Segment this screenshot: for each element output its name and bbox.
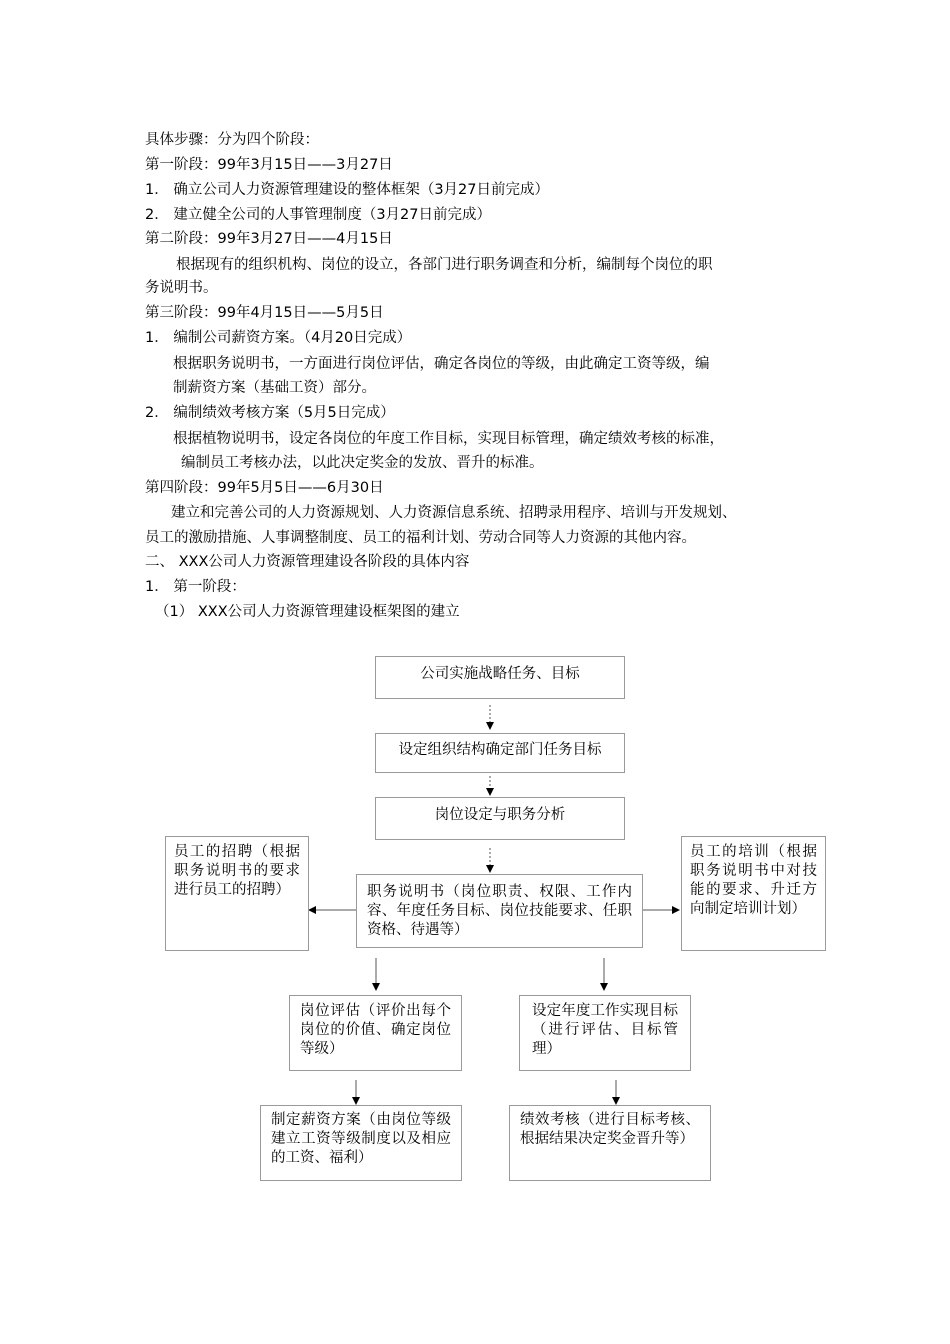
flow-box-performance-text: 绩效考核（进行目标考核、根据结果决定奖金晋升等）: [520, 1112, 700, 1147]
flow-box-strategy-text: 公司实施战略任务、目标: [420, 666, 580, 682]
flow-box-job-evaluation: [289, 995, 462, 1071]
phase-3-item-2-body-1: 根据植物说明书，设定各岗位的年度工作目标，实现目标管理，确定绩效考核的标准，: [173, 431, 724, 447]
phase-3-item-2-body-2: 编制员工考核办法，以此决定奖金的发放、晋升的标准。: [181, 455, 544, 471]
flow-box-position-analysis-text: 岗位设定与职务分析: [434, 807, 566, 823]
flow-box-performance: [509, 1105, 711, 1181]
flow-box-annual-goals: [519, 995, 691, 1071]
section-2-heading: 二、 XXX公司人力资源管理建设各阶段的具体内容: [145, 554, 470, 570]
phase-2-heading: 第二阶段：99年3月27日——4月15日: [145, 231, 393, 247]
flow-box-annual-goals-text: 设定年度工作实现目标（进行评估、目标管理）: [532, 1003, 678, 1057]
phase-2-body-line-2: 务说明书。: [145, 280, 218, 296]
phase-3-item-2: 2． 编制绩效考核方案（5月5日完成）: [145, 405, 395, 421]
flow-box-job-description: [356, 874, 643, 948]
flow-box-salary-plan-text: 制定薪资方案（由岗位等级建立工资等级制度以及相应的工资、福利）: [271, 1112, 451, 1166]
flow-box-job-description-text: 职务说明书（岗位职责、权限、工作内容、年度任务目标、岗位技能要求、任职资格、待遇等）: [367, 884, 632, 938]
phase-4-body-2: 员工的激励措施、人事调整制度、员工的福利计划、劳动合同等人力资源的其他内容。: [145, 530, 696, 546]
flow-box-training: [681, 836, 826, 951]
phase-1-item-2: 2． 建立健全公司的人事管理制度（3月27日前完成）: [145, 207, 492, 223]
phase-3-heading: 第三阶段：99年4月15日——5月5日: [145, 305, 384, 321]
phase-1-item-1: 1． 确立公司人力资源管理建设的整体框架（3月27日前完成）: [145, 182, 550, 198]
flow-box-position-analysis: [375, 797, 625, 840]
flow-box-recruitment: [165, 836, 309, 951]
phase-2-body-line-1: 根据现有的组织机构、岗位的设立，各部门进行职务调查和分析，编制每个岗位的职: [176, 257, 713, 273]
phase-1-heading: 第一阶段：99年3月15日——3月27日: [145, 157, 393, 173]
flow-box-recruitment-text: 员工的招聘（根据职务说明书的要求进行员工的招聘）: [174, 844, 300, 898]
flow-box-job-evaluation-text: 岗位评估（评价出每个岗位的价值、确定岗位等级）: [300, 1003, 451, 1057]
phase-3-item-1: 1． 编制公司薪资方案。（4月20日完成）: [145, 330, 412, 346]
phase-3-item-1-body-1: 根据职务说明书，一方面进行岗位评估，确定各岗位的等级，由此确定工资等级，编: [173, 356, 710, 372]
flow-box-org-structure-text: 设定组织结构确定部门任务目标: [398, 742, 602, 758]
phase-3-item-1-body-2: 制薪资方案（基础工资）部分。: [173, 380, 376, 396]
flow-box-salary-plan: [260, 1105, 462, 1181]
flow-box-training-text: 员工的培训（根据职务说明书中对技能的要求、升迁方向制定培训计划）: [690, 844, 817, 917]
steps-intro: 具体步骤：分为四个阶段：: [145, 132, 319, 148]
flow-box-strategy: [375, 656, 625, 699]
flow-box-org-structure: [375, 733, 625, 773]
phase-4-heading: 第四阶段：99年5月5日——6月30日: [145, 480, 384, 496]
section-2-subitem-1: （1） XXX公司人力资源管理建设框架图的建立: [155, 604, 460, 620]
section-2-item-1: 1． 第一阶段：: [145, 579, 246, 595]
phase-4-body-1: 建立和完善公司的人力资源规划、人力资源信息系统、招聘录用程序、培训与开发规划、: [171, 505, 737, 521]
